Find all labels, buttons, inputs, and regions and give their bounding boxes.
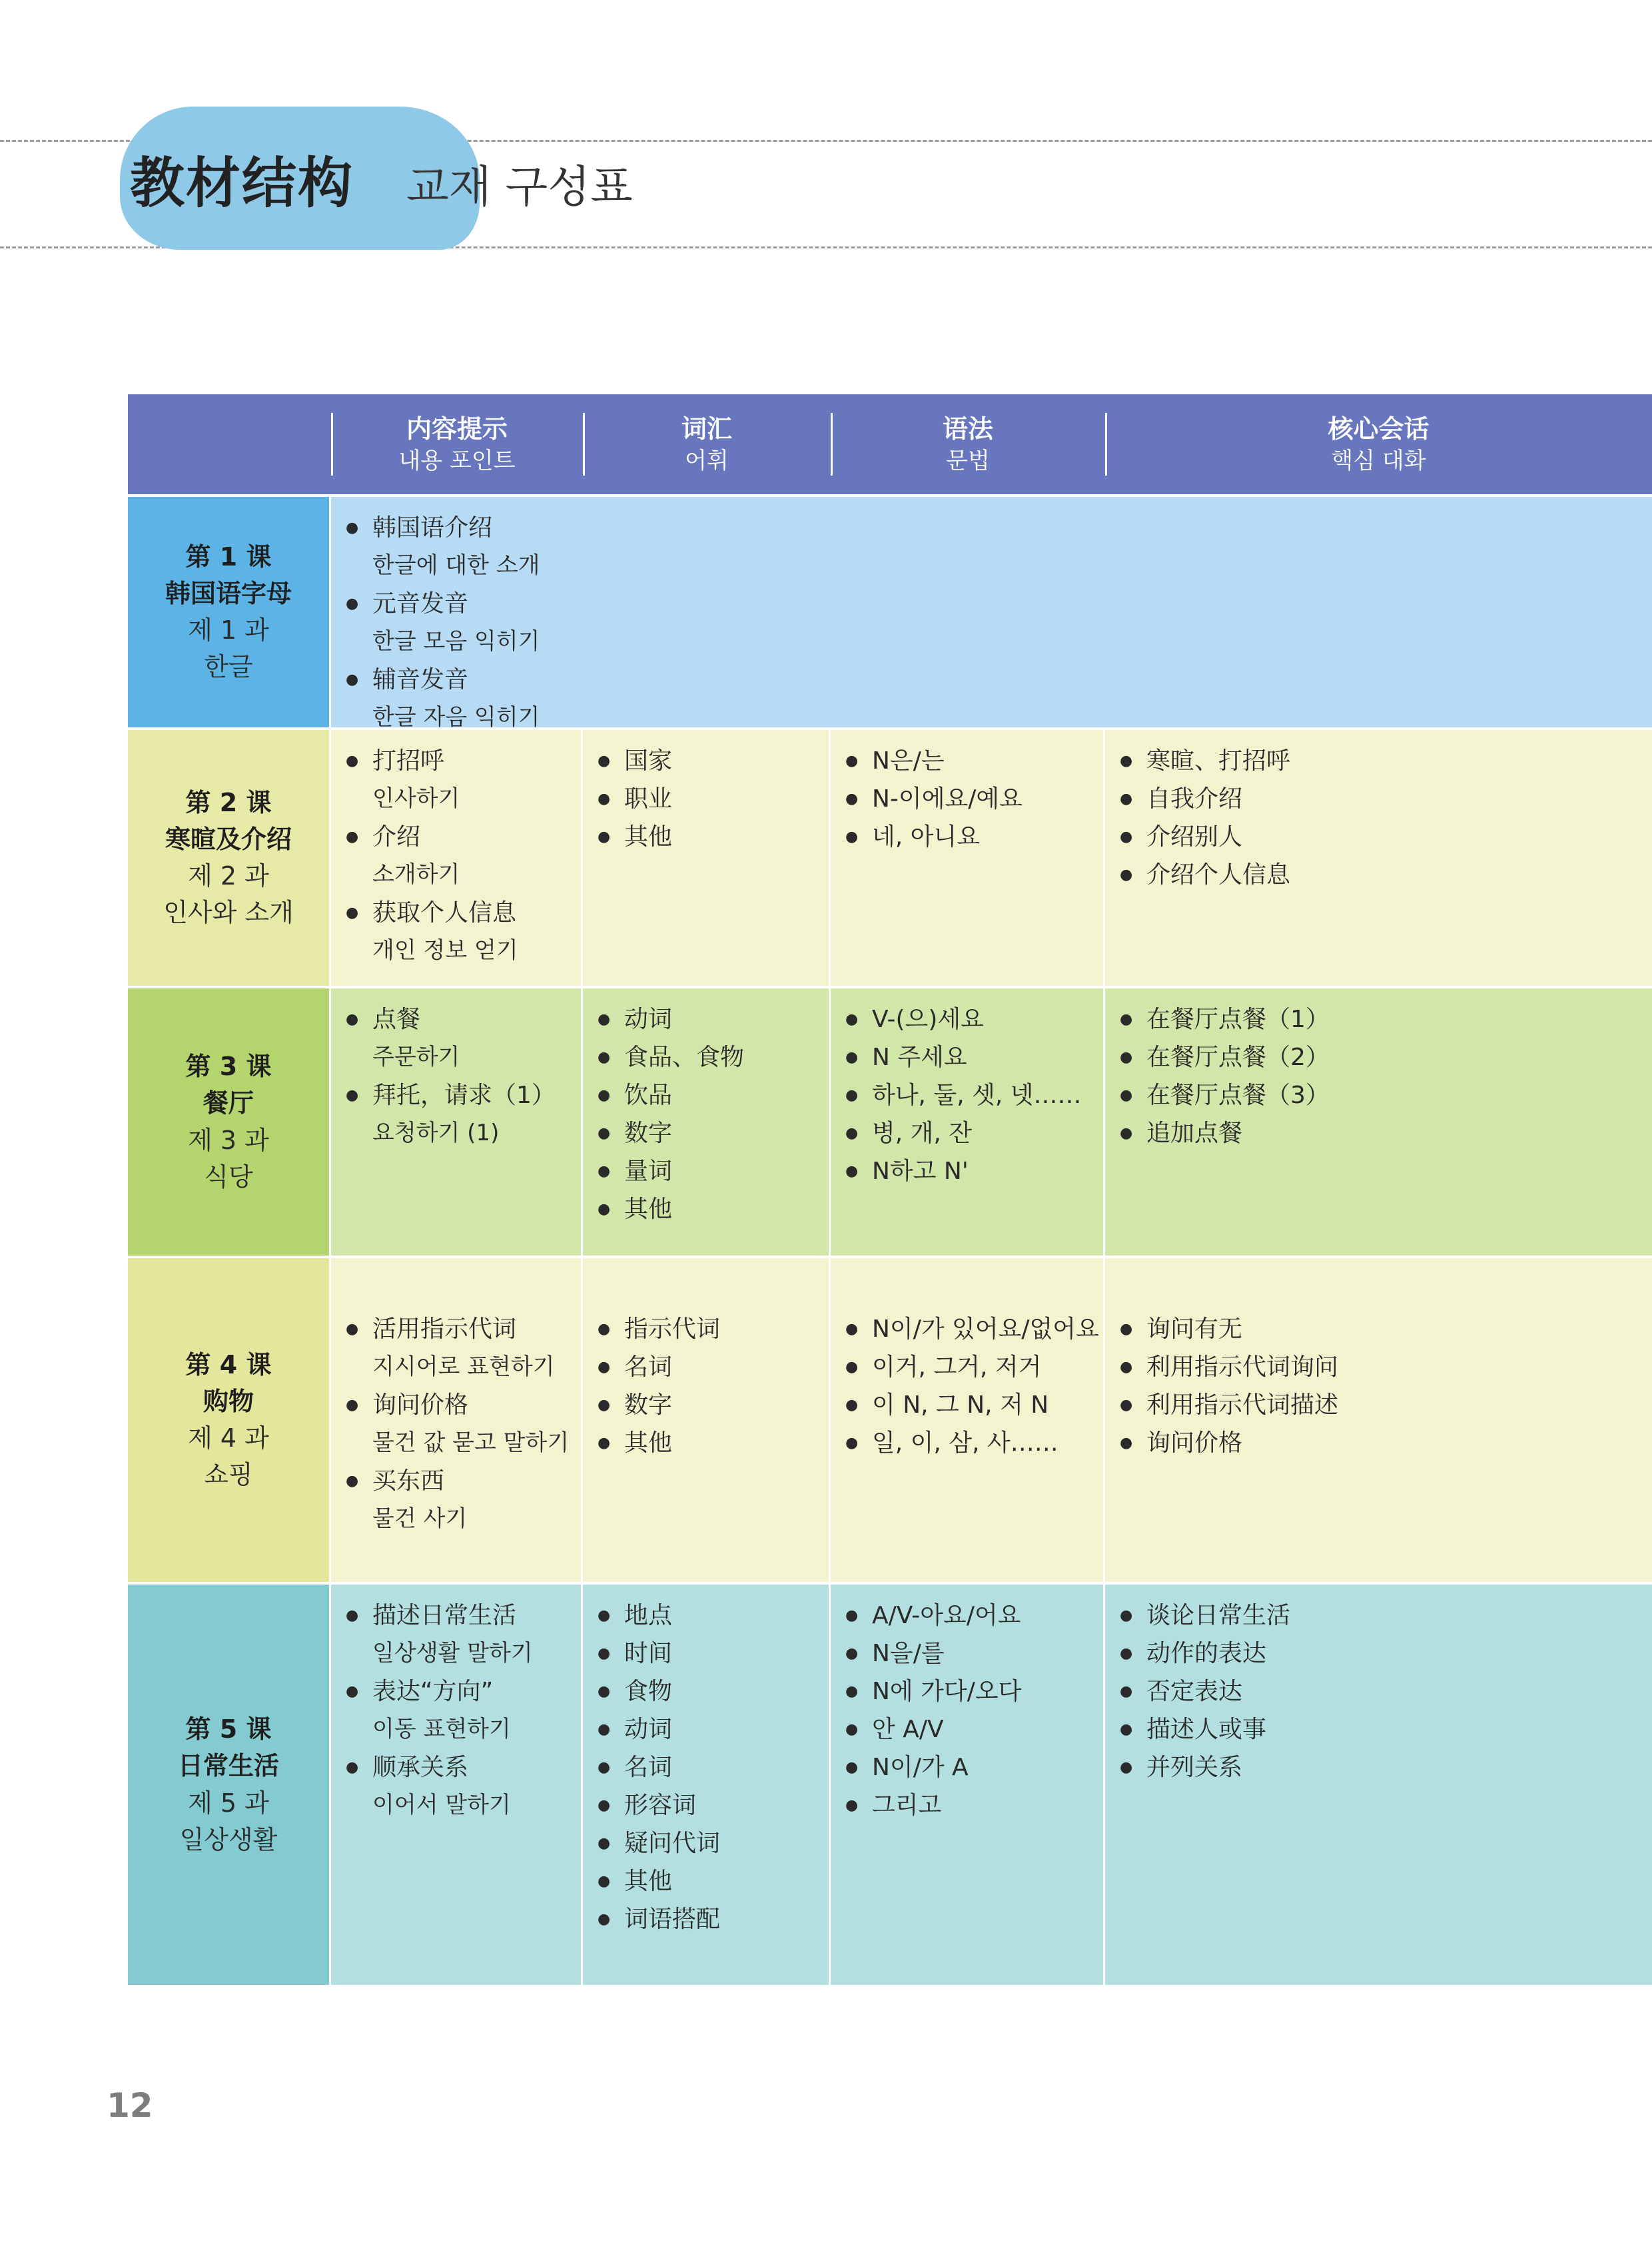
vocab-item: ● 饮品	[598, 1076, 829, 1114]
grammar-cell	[831, 1258, 1105, 1582]
vocab-item: ● 数字	[598, 1114, 829, 1152]
vocab-list	[598, 1000, 829, 1228]
dialog-item: ● 询问价格	[1120, 1424, 1652, 1462]
content-item-ko: 소개하기	[372, 861, 460, 888]
header-divider	[331, 413, 333, 476]
dialog-item: ● 询问有无	[1120, 1310, 1652, 1348]
header-dialog	[1105, 394, 1652, 494]
lesson-row	[128, 497, 1652, 730]
grammar-list	[845, 1000, 1103, 1190]
vocab-cell	[583, 1585, 831, 1985]
content-item-ko: 한글 모음 익히기	[372, 628, 540, 655]
grammar-item: ● 하나, 둘, 셋, 넷……	[845, 1076, 1103, 1114]
content-item-zh: 点餐	[372, 1006, 421, 1033]
content-item-ko: 주문하기	[372, 1044, 460, 1070]
vocab-item: ● 名词	[598, 1348, 829, 1386]
dialog-item: ● 介绍别人	[1120, 818, 1652, 856]
lesson-row	[128, 1258, 1652, 1585]
content-item-zh: 韩国语介绍	[372, 514, 493, 542]
dialog-item: ● 否定表达	[1120, 1673, 1652, 1710]
content-item-ko: 이동 표현하기	[372, 1716, 511, 1742]
grammar-item: ● A/V-아요/어요	[845, 1597, 1103, 1635]
lesson-name-zh: 购物	[203, 1386, 254, 1416]
lesson-name-ko: 인사와 소개	[163, 898, 294, 928]
content-item	[346, 661, 1652, 737]
dialog-item: ● 并列关系	[1120, 1748, 1652, 1786]
lesson-number-ko: 제 3 과	[188, 1125, 269, 1155]
page-number: 12	[107, 2086, 153, 2125]
vocab-item: ● 疑问代词	[598, 1824, 829, 1862]
content-item	[346, 894, 581, 970]
lesson-name-ko: 쇼핑	[204, 1460, 253, 1490]
grammar-item: ● N이/가 A	[845, 1748, 1103, 1786]
lesson-number-zh: 第 5 课	[185, 1714, 272, 1744]
lesson-number-zh: 第 2 课	[185, 787, 272, 817]
header-corner	[128, 394, 331, 494]
lesson-name-zh: 日常生活	[177, 1751, 279, 1781]
dialog-item: ● 介绍个人信息	[1120, 856, 1652, 894]
header-ko: 문법	[946, 447, 990, 474]
dialog-item: ● 在餐厅点餐（1）	[1120, 1000, 1652, 1038]
dialog-list	[1120, 1597, 1652, 1786]
header-content	[331, 394, 583, 494]
table-header	[128, 394, 1652, 497]
vocab-cell	[583, 1258, 831, 1582]
lesson-label	[128, 1258, 331, 1582]
lesson-number-ko: 제 4 과	[188, 1423, 269, 1453]
vocab-item: ● 职业	[598, 780, 829, 818]
content-item-ko: 요청하기 (1)	[372, 1120, 500, 1146]
grammar-cell	[831, 988, 1105, 1256]
lesson-name-zh: 寒暄及介绍	[165, 824, 292, 854]
lesson-label	[128, 988, 331, 1256]
vocab-item: ● 食物	[598, 1673, 829, 1710]
vocab-item: ● 其他	[598, 1424, 829, 1462]
content-item	[346, 1000, 581, 1076]
content-item-ko: 이어서 말하기	[372, 1792, 511, 1818]
content-item-zh: 获取个人信息	[372, 899, 517, 927]
dialog-cell	[1105, 730, 1652, 986]
header-zh: 词汇	[681, 414, 732, 444]
dialog-item: ● 描述人或事	[1120, 1710, 1652, 1748]
content-cell	[331, 988, 583, 1256]
content-list	[346, 1310, 581, 1538]
header-vocab	[583, 394, 831, 494]
lesson-name-ko: 일상생활	[179, 1824, 278, 1854]
content-list	[346, 1000, 581, 1152]
content-item-zh: 询问价格	[372, 1391, 469, 1419]
content-item-ko: 물건 값 묻고 말하기	[372, 1429, 570, 1456]
content-item-zh: 拜托，请求（1）	[372, 1082, 556, 1109]
grammar-item: ● N하고 N'	[845, 1152, 1103, 1190]
grammar-item: ● 안 A/V	[845, 1710, 1103, 1748]
content-item	[346, 1462, 581, 1538]
lesson-label	[128, 730, 331, 986]
vocab-item: ● 名词	[598, 1748, 829, 1786]
lesson-name-ko: 식당	[204, 1162, 253, 1192]
content-item-ko: 인사하기	[372, 785, 460, 812]
content-item	[346, 742, 581, 818]
dialog-list	[1120, 1310, 1652, 1462]
vocab-cell	[583, 988, 831, 1256]
dialog-item: ● 谈论日常生活	[1120, 1597, 1652, 1635]
content-item-ko: 한글에 대한 소개	[372, 552, 540, 579]
vocab-item: ● 其他	[598, 818, 829, 856]
vocab-list	[598, 1597, 829, 1938]
content-item-zh: 打招呼	[372, 747, 445, 775]
vocab-item: ● 其他	[598, 1862, 829, 1900]
vocab-item: ● 食品、食物	[598, 1038, 829, 1076]
header-zh: 内容提示	[406, 414, 508, 444]
lesson-number-ko: 제 5 과	[188, 1788, 269, 1818]
lesson-name-ko: 한글	[204, 652, 253, 682]
table-body	[128, 497, 1652, 1988]
vocab-item: ● 国家	[598, 742, 829, 780]
dialog-item: ● 利用指示代词询问	[1120, 1348, 1652, 1386]
grammar-item: ● 병, 개, 잔	[845, 1114, 1103, 1152]
vocab-item: ● 动词	[598, 1000, 829, 1038]
grammar-list	[845, 1310, 1103, 1462]
vocab-item: ● 时间	[598, 1635, 829, 1673]
grammar-item: ● N에 가다/오다	[845, 1673, 1103, 1710]
vocab-item: ● 形容词	[598, 1786, 829, 1824]
content-item	[346, 1386, 581, 1462]
lesson-number-zh: 第 4 课	[185, 1349, 272, 1379]
lesson-row	[128, 988, 1652, 1258]
content-cell	[331, 1258, 583, 1582]
content-list	[346, 509, 1652, 737]
lesson-label	[128, 497, 331, 727]
content-item	[346, 1597, 581, 1673]
content-item-zh: 顺承关系	[372, 1754, 469, 1781]
content-list	[346, 1597, 581, 1824]
dialog-item: ● 在餐厅点餐（2）	[1120, 1038, 1652, 1076]
grammar-item: ● N을/를	[845, 1635, 1103, 1673]
grammar-item: ● 그리고	[845, 1786, 1103, 1824]
dialog-list	[1120, 1000, 1652, 1152]
grammar-list	[845, 1597, 1103, 1824]
vocab-item: ● 动词	[598, 1710, 829, 1748]
content-item-zh: 买东西	[372, 1467, 445, 1495]
lesson-number-ko: 제 1 과	[188, 615, 269, 645]
grammar-item: ● N이/가 있어요/없어요	[845, 1310, 1103, 1348]
lesson-name-zh: 韩国语字母	[165, 578, 292, 608]
dialog-item: ● 追加点餐	[1120, 1114, 1652, 1152]
content-item	[346, 1076, 581, 1152]
content-item	[346, 818, 581, 894]
page-title: 教材结构	[130, 152, 354, 215]
content-item-zh: 描述日常生活	[372, 1602, 517, 1629]
content-item-zh: 元音发音	[372, 590, 469, 617]
content-item-ko: 지시어로 표현하기	[372, 1353, 555, 1380]
grammar-item: ● N 주세요	[845, 1038, 1103, 1076]
grammar-item: ● N은/는	[845, 742, 1103, 780]
lesson-number-zh: 第 3 课	[185, 1052, 272, 1082]
page-title-korean: 교재 구성표	[406, 161, 633, 212]
content-item	[346, 1673, 581, 1748]
dialog-list	[1120, 742, 1652, 894]
vocab-item: ● 地点	[598, 1597, 829, 1635]
header-divider	[583, 413, 585, 476]
lesson-name-zh: 餐厅	[203, 1088, 254, 1118]
content-item	[346, 1748, 581, 1824]
content-item-zh: 介绍	[372, 823, 421, 851]
header-zh: 语法	[942, 414, 993, 444]
lesson-row	[128, 730, 1652, 988]
vocab-item: ● 指示代词	[598, 1310, 829, 1348]
grammar-item: ● 네, 아니요	[845, 818, 1103, 856]
grammar-item: ● 일, 이, 삼, 사……	[845, 1424, 1103, 1462]
content-list	[346, 742, 581, 970]
header-grammar	[831, 394, 1105, 494]
vocab-item: ● 词语搭配	[598, 1900, 829, 1938]
grammar-cell	[831, 730, 1105, 986]
content-item-zh: 辅音发音	[372, 666, 469, 693]
dialog-item: ● 寒暄、打招呼	[1120, 742, 1652, 780]
vocab-list	[598, 1310, 829, 1462]
dialog-item: ● 动作的表达	[1120, 1635, 1652, 1673]
lesson-row	[128, 1585, 1652, 1988]
content-item-zh: 表达“方向”	[372, 1678, 494, 1705]
content-item-ko: 한글 자음 익히기	[372, 704, 540, 731]
dialog-item: ● 在餐厅点餐（3）	[1120, 1076, 1652, 1114]
grammar-list	[845, 742, 1103, 856]
content-item-zh: 活用指示代词	[372, 1315, 517, 1343]
header-ko: 핵심 대화	[1331, 447, 1426, 474]
grammar-cell	[831, 1585, 1105, 1985]
content-item	[346, 585, 1652, 661]
grammar-item: ● 이 N, 그 N, 저 N	[845, 1386, 1103, 1424]
header-divider	[1105, 413, 1107, 476]
content-item-ko: 일상생활 말하기	[372, 1640, 533, 1667]
vocab-item: ● 数字	[598, 1386, 829, 1424]
content-cell	[331, 497, 1652, 731]
header-ko: 내용 포인트	[398, 447, 516, 474]
dialog-cell	[1105, 1258, 1652, 1582]
structure-table	[128, 394, 1652, 1988]
vocab-item: ● 其他	[598, 1190, 829, 1228]
grammar-item: ● N-이에요/예요	[845, 780, 1103, 818]
dialog-cell	[1105, 988, 1652, 1256]
lesson-number-ko: 제 2 과	[188, 861, 269, 891]
dialog-item: ● 自我介绍	[1120, 780, 1652, 818]
content-item-ko: 개인 정보 얻기	[372, 937, 518, 964]
dialog-item: ● 利用指示代词描述	[1120, 1386, 1652, 1424]
header-divider	[831, 413, 833, 476]
lesson-number-zh: 第 1 课	[185, 542, 272, 571]
header-zh: 核心会话	[1328, 414, 1430, 444]
lesson-label	[128, 1585, 331, 1985]
vocab-item: ● 量词	[598, 1152, 829, 1190]
grammar-item: ● V-(으)세요	[845, 1000, 1103, 1038]
vocab-list	[598, 742, 829, 856]
vocab-cell	[583, 730, 831, 986]
content-cell	[331, 1585, 583, 1985]
content-item	[346, 1310, 581, 1386]
header-ko: 어휘	[685, 447, 729, 474]
grammar-item: ● 이거, 그거, 저거	[845, 1348, 1103, 1386]
content-cell	[331, 730, 583, 986]
dialog-cell	[1105, 1585, 1652, 1985]
content-item-ko: 물건 사기	[372, 1505, 468, 1532]
content-item	[346, 509, 1652, 585]
